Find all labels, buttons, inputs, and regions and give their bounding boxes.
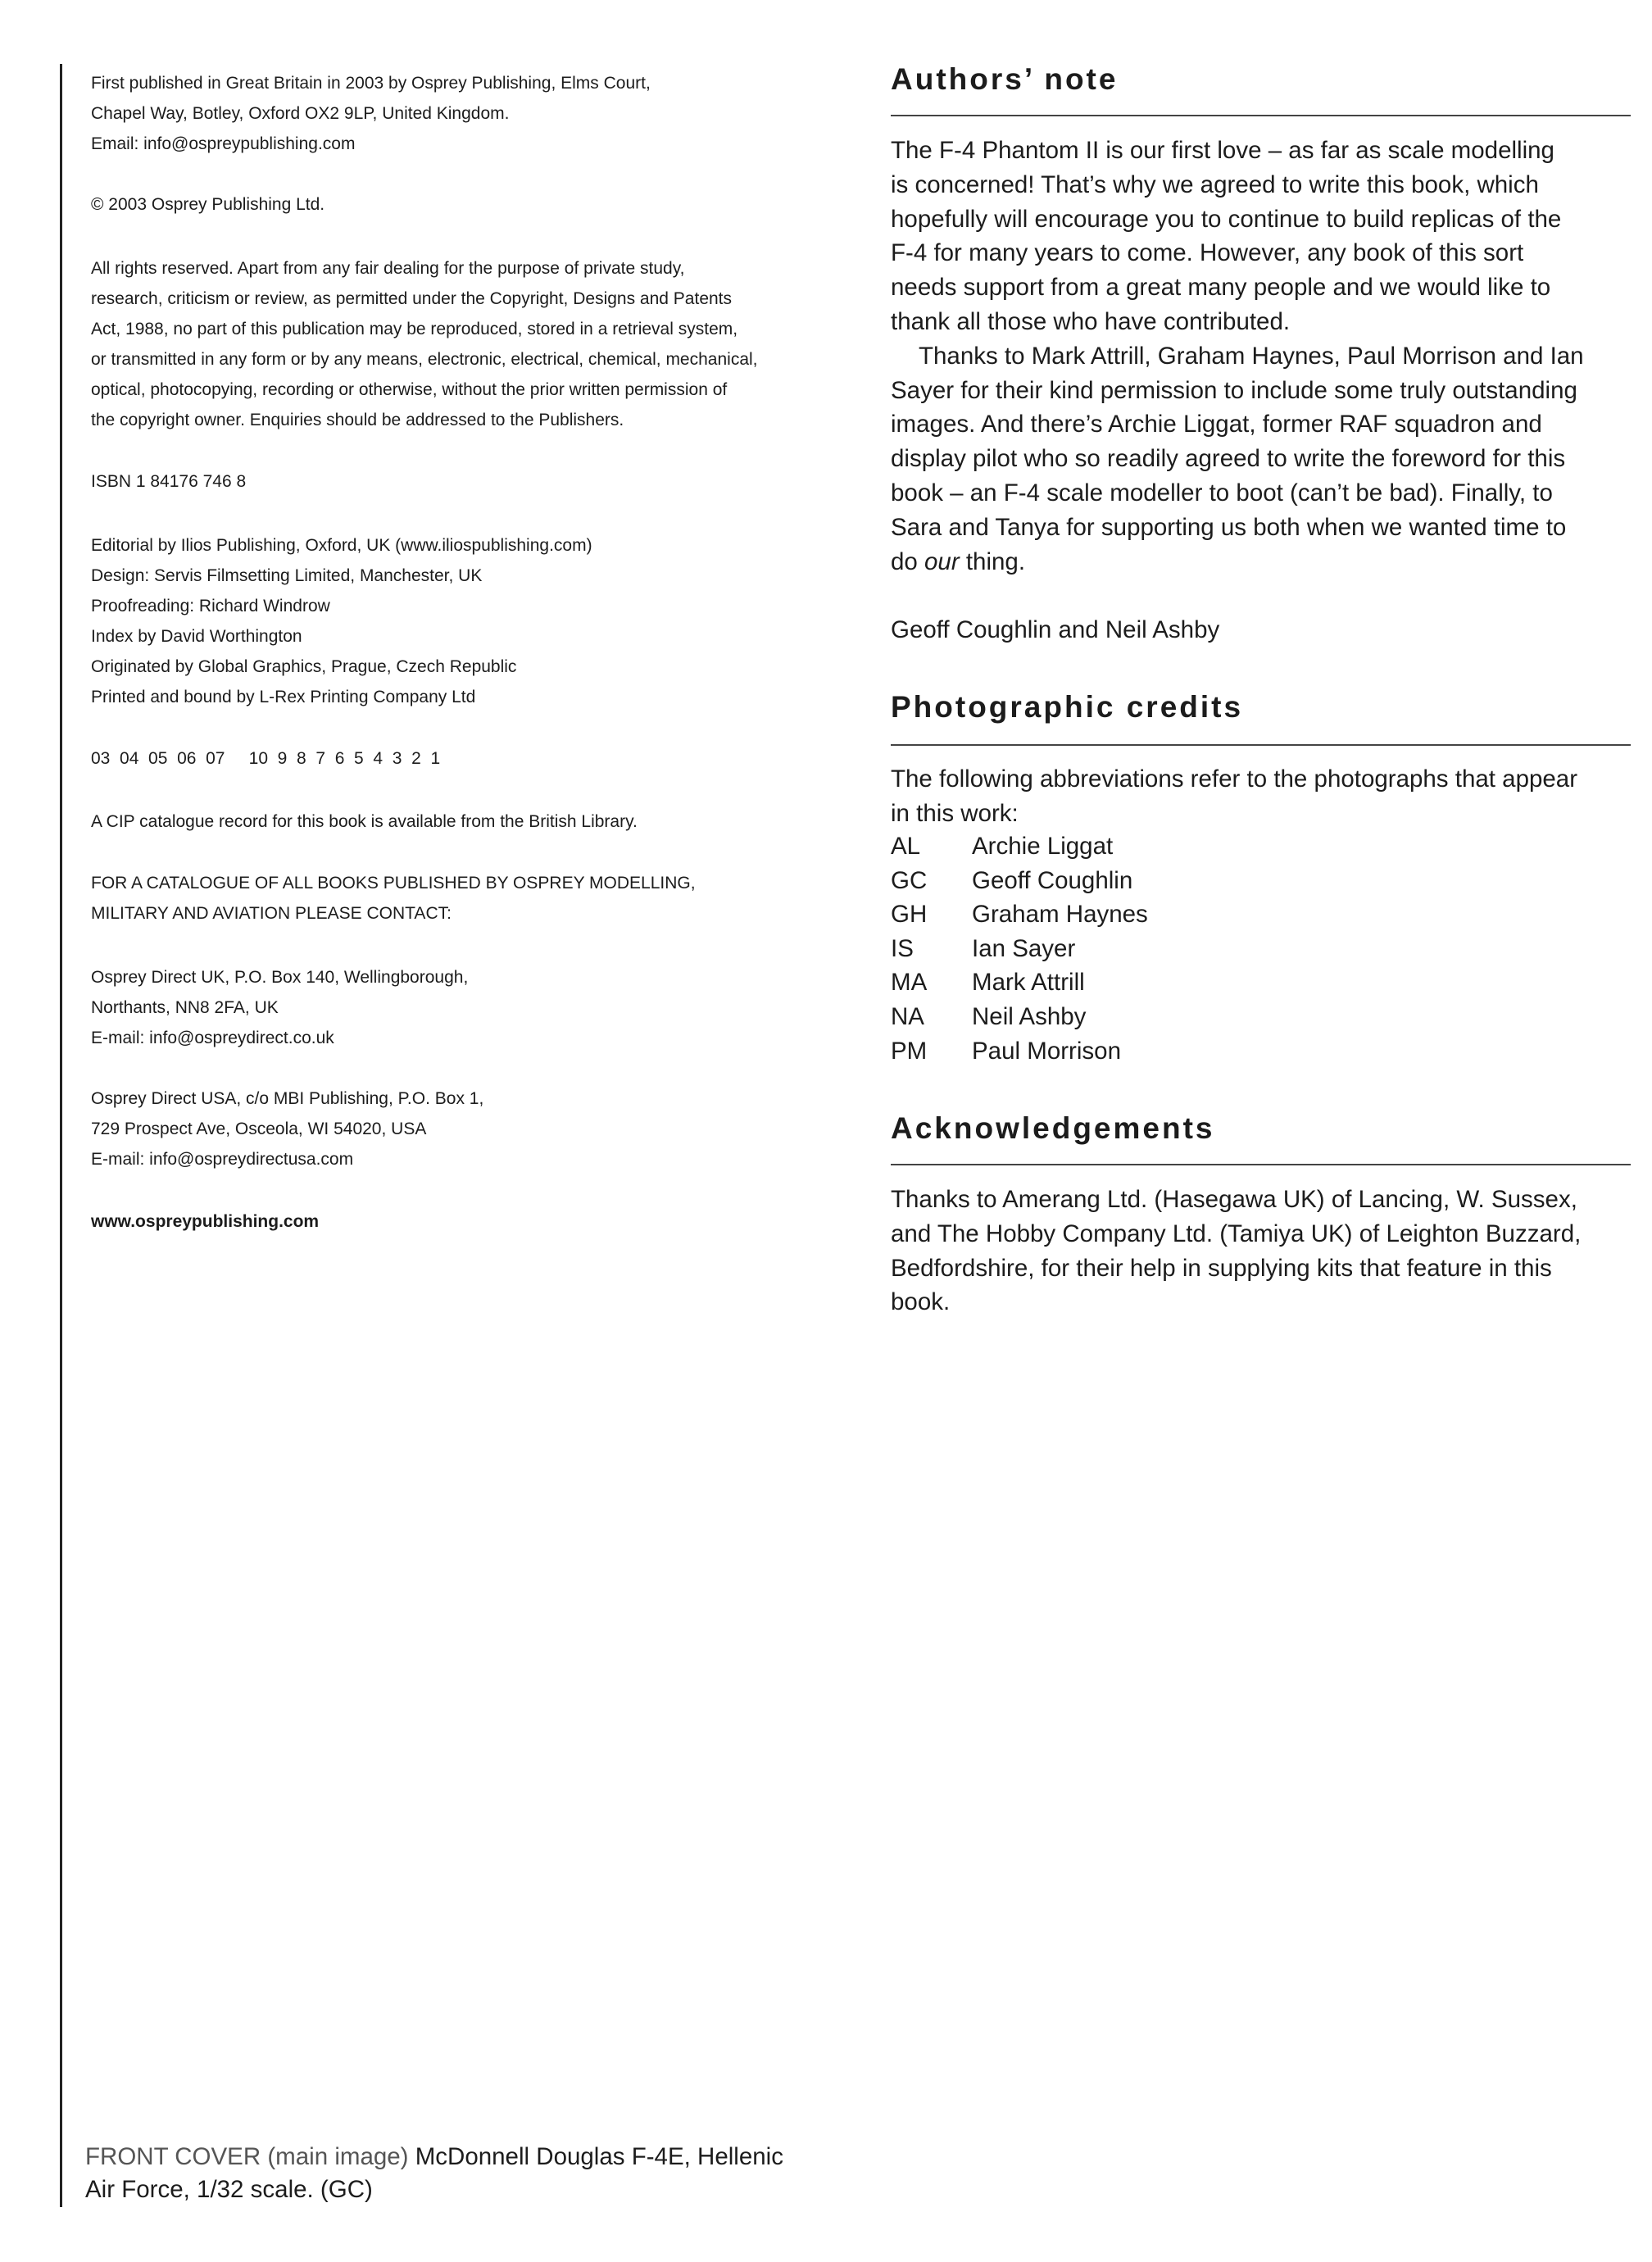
- photo-credits-intro: [891, 762, 1577, 831]
- print-line: [91, 743, 440, 774]
- text-line: book.: [891, 1288, 951, 1316]
- text-line: ISBN 1 84176 746 8: [91, 472, 247, 491]
- isbn: [91, 466, 246, 497]
- production-credits: [91, 530, 592, 712]
- heading-rule: [891, 744, 1631, 746]
- text-line: or transmitted in any form or by any means, electronic, electrical, chemical, mechanical,: [91, 350, 758, 369]
- credit-item: [891, 965, 1148, 1000]
- credit-name: Archie Liggat: [972, 833, 1114, 860]
- text-line: Sara and Tanya for supporting us both when we wanted time to: [891, 513, 1567, 541]
- text-line: needs support from a great many people and we would like to: [891, 274, 1551, 302]
- text-line: Osprey Direct UK, P.O. Box 140, Wellingborough,: [91, 968, 469, 987]
- acknowledgements-heading: Acknowledgements: [891, 1111, 1215, 1145]
- text-line: Index by David Worthington: [91, 627, 302, 646]
- credit-code: GC: [891, 866, 928, 894]
- credit-name: Ian Sayer: [972, 934, 1076, 962]
- text-line: Proofreading: Richard Windrow: [91, 597, 330, 615]
- text-line: Osprey Direct USA, c/o MBI Publishing, P.O. Box 1,: [91, 1089, 484, 1108]
- acknowledgements-text: [891, 1183, 1581, 1320]
- credit-name: Graham Haynes: [972, 901, 1148, 929]
- credit-code: PM: [891, 1037, 928, 1065]
- front-cover-label: FRONT COVER (main image): [85, 2143, 409, 2170]
- photo-credits-heading: Photographic credits: [891, 690, 1244, 724]
- text-line: Email: info@ospreypublishing.com: [91, 134, 356, 153]
- authors-note-paragraph-2: [891, 339, 1584, 545]
- uk-address: [91, 962, 468, 1053]
- text-line: Thanks to Amerang Ltd. (Hasegawa UK) of Lancing, W. Sussex,: [891, 1186, 1577, 1213]
- front-cover-caption: [85, 2141, 783, 2206]
- authors-signature: Geoff Coughlin and Neil Ashby: [891, 616, 1220, 643]
- text-line: hopefully will encourage you to continue to build replicas of the: [891, 205, 1562, 233]
- front-cover-line-1: McDonnell Douglas F-4E, Hellenic: [415, 2143, 783, 2170]
- credit-name: Neil Ashby: [972, 1002, 1087, 1030]
- catalogue-notice: [91, 868, 696, 929]
- website-link[interactable]: www.ospreypublishing.com: [91, 1212, 320, 1231]
- text-line: © 2003 Osprey Publishing Ltd.: [91, 195, 325, 214]
- authors-note-heading: Authors’ note: [891, 62, 1119, 96]
- text-line: E-mail: info@ospreydirectusa.com: [91, 1150, 354, 1169]
- authors-note-paragraph-1: [891, 134, 1584, 339]
- text-line: The F-4 Phantom II is our first love – as far as scale modelling: [891, 137, 1554, 164]
- credit-name: Mark Attrill: [972, 969, 1085, 997]
- margin-rule: [60, 64, 62, 2207]
- authors-note-last-line: do our thing.: [891, 547, 1026, 575]
- text-line: 03 04 05 06 07 10 9 8 7 6 5 4 3 2 1: [91, 749, 441, 768]
- credit-item: [891, 897, 1148, 932]
- text-line: Chapel Way, Botley, Oxford OX2 9LP, United Kingdom.: [91, 104, 510, 123]
- text-line: Design: Servis Filmsetting Limited, Manchester, UK: [91, 566, 483, 585]
- text-line: Act, 1988, no part of this publication may be reproduced, stored in a retrieval system,: [91, 320, 738, 338]
- text-line: Northants, NN8 2FA, UK: [91, 998, 279, 1017]
- text-line: optical, photocopying, recording or otherwise, without the prior written permission of: [91, 380, 728, 399]
- credit-code: MA: [891, 969, 928, 997]
- text-line: in this work:: [891, 799, 1019, 827]
- heading-rule: [891, 1164, 1631, 1165]
- text-line: A CIP catalogue record for this book is available from the British Library.: [91, 812, 638, 831]
- heading-rule: [891, 115, 1631, 116]
- credit-item: [891, 932, 1148, 966]
- text-line: Originated by Global Graphics, Prague, Czech Republic: [91, 657, 517, 676]
- text-line: 729 Prospect Ave, Osceola, WI 54020, USA: [91, 1120, 427, 1138]
- credit-code: NA: [891, 1002, 924, 1030]
- credit-name: Geoff Coughlin: [972, 866, 1133, 894]
- text-line: research, criticism or review, as permitted under the Copyright, Designs and Patents: [91, 289, 733, 308]
- text-line: First published in Great Britain in 2003 by Osprey Publishing, Elms Court,: [91, 74, 651, 93]
- text-line: is concerned! That’s why we agreed to write this book, which: [891, 170, 1539, 198]
- text-line: Printed and bound by L-Rex Printing Company Ltd: [91, 688, 476, 706]
- cip-notice: [91, 806, 638, 837]
- text-line: All rights reserved. Apart from any fair dealing for the purpose of private study,: [91, 259, 685, 278]
- rights-notice: [91, 253, 758, 435]
- credit-code: GH: [891, 901, 928, 929]
- publication-info: [91, 68, 651, 159]
- text-line: book – an F-4 scale modeller to boot (can’t be bad). Finally, to: [891, 479, 1553, 506]
- text-line: E-mail: info@ospreydirect.co.uk: [91, 1029, 334, 1047]
- text-line: Thanks to Mark Attrill, Graham Haynes, Paul Morrison and Ian: [919, 342, 1584, 370]
- text-line: The following abbreviations refer to the photographs that appear: [891, 765, 1578, 793]
- credit-item: [891, 829, 1148, 864]
- text-line: F-4 for many years to come. However, any book of this sort: [891, 239, 1524, 267]
- credit-name: Paul Morrison: [972, 1037, 1121, 1065]
- text-line: MILITARY AND AVIATION PLEASE CONTACT:: [91, 904, 452, 923]
- text-line: Editorial by Ilios Publishing, Oxford, UK (www.iliospublishing.com): [91, 536, 592, 555]
- text-line: images. And there’s Archie Liggat, former RAF squadron and: [891, 411, 1542, 438]
- text-line: thank all those who have contributed.: [891, 307, 1291, 335]
- text-line: the copyright owner. Enquiries should be addressed to the Publishers.: [91, 411, 624, 429]
- credit-item: [891, 864, 1148, 898]
- text-line: Sayer for their kind permission to include some truly outstanding: [891, 376, 1577, 404]
- credit-item: [891, 1034, 1148, 1069]
- copyright-notice: [91, 189, 324, 220]
- credit-code: AL: [891, 833, 921, 860]
- text-line: Bedfordshire, for their help in supplying kits that feature in this: [891, 1254, 1552, 1282]
- usa-address: [91, 1083, 483, 1174]
- front-cover-line-2: Air Force, 1/32 scale. (GC): [85, 2176, 373, 2203]
- credit-code: IS: [891, 934, 914, 962]
- text-line: FOR A CATALOGUE OF ALL BOOKS PUBLISHED BY OSPREY MODELLING,: [91, 874, 696, 893]
- credit-item: [891, 1000, 1148, 1034]
- text-line: and The Hobby Company Ltd. (Tamiya UK) of Leighton Buzzard,: [891, 1220, 1582, 1247]
- authors-note-body: [891, 134, 1584, 579]
- text-line: display pilot who so readily agreed to write the foreword for this: [891, 445, 1566, 473]
- photo-credits-list: [891, 829, 1148, 1068]
